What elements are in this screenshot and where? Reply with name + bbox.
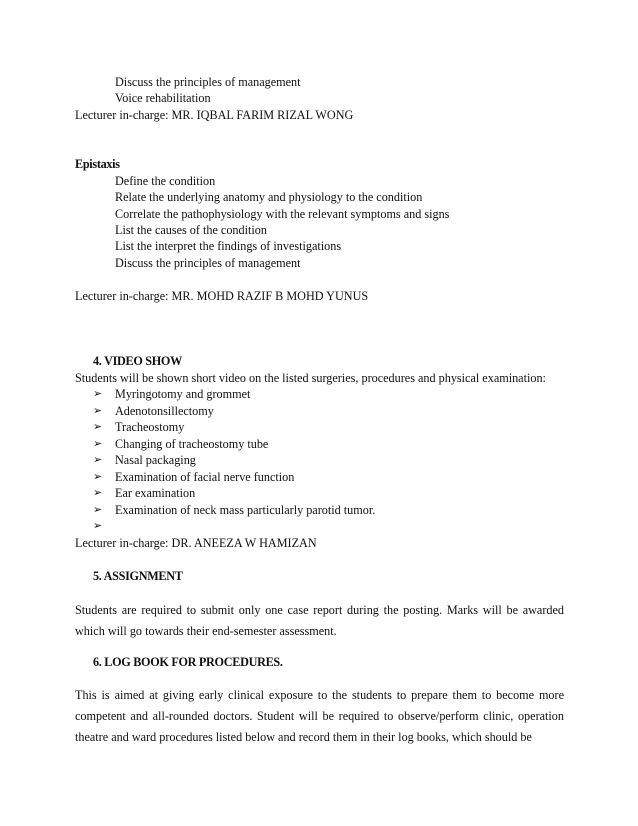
arrow-bullet-icon: ➢ bbox=[93, 487, 103, 499]
assignment-paragraph: Students are required to submit only one case report during the posting. Marks will be awarded which will go towards their end-semester assessment. bbox=[75, 603, 564, 638]
lecturer-in-charge: Lecturer in-charge: MR. MOHD RAZIF B MOHD YUNUS bbox=[75, 289, 369, 303]
arrow-bullet-icon: ➢ bbox=[93, 421, 103, 433]
list-item-text: Examination of facial nerve function bbox=[115, 470, 295, 484]
list-item: Discuss the principles of management bbox=[115, 256, 301, 270]
list-item-text: Myringotomy and grommet bbox=[115, 387, 251, 401]
intro-text: Students will be shown short video on the listed surgeries, procedures and physical examination: bbox=[75, 371, 546, 385]
list-item: List the causes of the condition bbox=[115, 223, 267, 237]
list-item: Relate the underlying anatomy and physiology to the condition bbox=[115, 190, 423, 204]
arrow-bullet-icon: ➢ bbox=[93, 504, 103, 516]
list-item: Voice rehabilitation bbox=[115, 91, 211, 105]
section-heading: Epistaxis bbox=[75, 157, 120, 171]
list-item-text: Adenotonsillectomy bbox=[115, 404, 214, 418]
section-heading: 6. LOG BOOK FOR PROCEDURES. bbox=[93, 655, 283, 669]
list-item: Define the condition bbox=[115, 174, 216, 188]
list-item-text: Nasal packaging bbox=[115, 453, 196, 467]
list-item: List the interpret the findings of investigations bbox=[115, 239, 342, 253]
list-item: Discuss the principles of management bbox=[115, 75, 301, 89]
list-item-text: Tracheostomy bbox=[115, 420, 185, 434]
lecturer-in-charge: Lecturer in-charge: DR. ANEEZA W HAMIZAN bbox=[75, 536, 317, 550]
section-heading: 5. ASSIGNMENT bbox=[93, 569, 183, 583]
arrow-bullet-icon: ➢ bbox=[93, 454, 103, 466]
arrow-bullet-icon: ➢ bbox=[93, 520, 103, 532]
section-heading: 4. VIDEO SHOW bbox=[93, 354, 182, 368]
list-item-text: Changing of tracheostomy tube bbox=[115, 437, 269, 451]
list-item: Correlate the pathophysiology with the relevant symptoms and signs bbox=[115, 207, 450, 221]
lecturer-in-charge: Lecturer in-charge: MR. IQBAL FARIM RIZAL WONG bbox=[75, 108, 354, 122]
log-book-paragraph: This is aimed at giving early clinical exposure to the students to prepare them to become more competent and all-rounded doctors. Student will be required to observe/perform clinic, operation theatre and ward procedures listed below and record them in their log books, which should be bbox=[75, 688, 564, 744]
arrow-bullet-icon: ➢ bbox=[93, 405, 103, 417]
list-item-text: Ear examination bbox=[115, 486, 196, 500]
arrow-bullet-icon: ➢ bbox=[93, 471, 103, 483]
list-item-text: Examination of neck mass particularly parotid tumor. bbox=[115, 503, 376, 517]
arrow-bullet-icon: ➢ bbox=[93, 438, 103, 450]
arrow-bullet-icon: ➢ bbox=[93, 388, 103, 400]
